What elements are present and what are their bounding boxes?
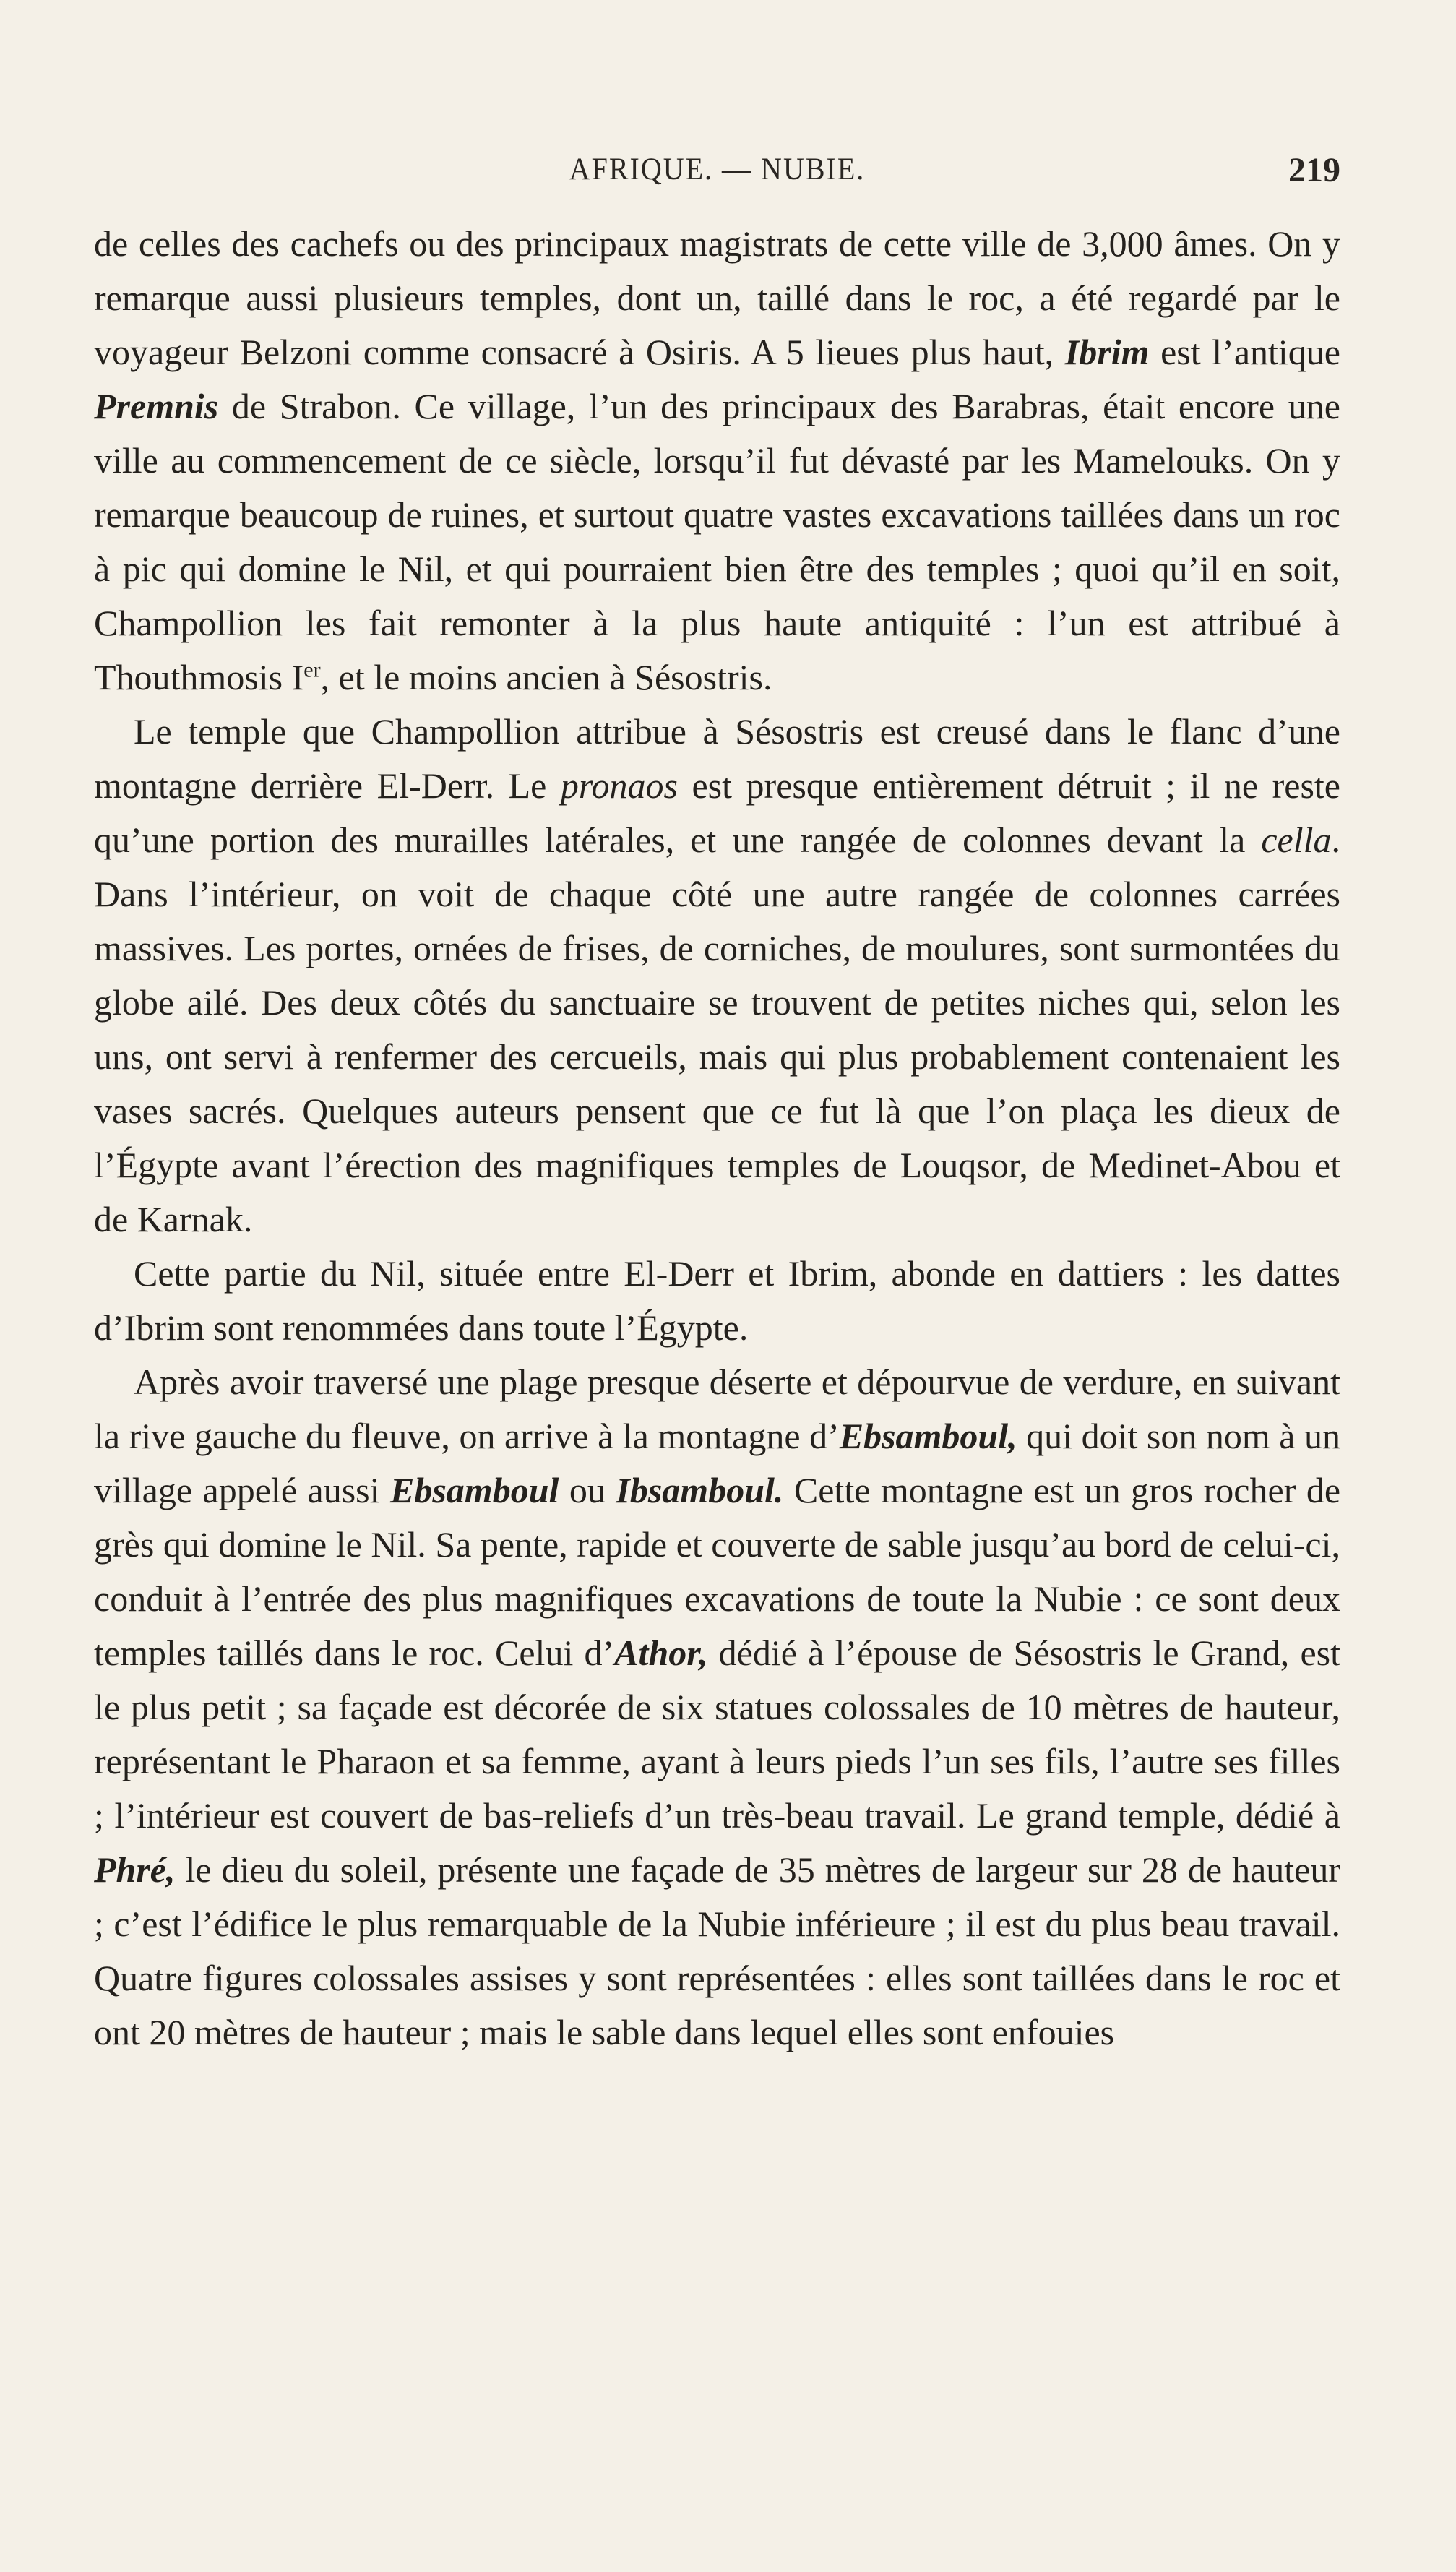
text-run: de Strabon. Ce village, l’un des principaux des Barabras, était encore une ville au commencement de ce siècle, lorsqu’il fut dévasté par les Mamelouks. On y remarque beaucoup de ruines, et surtout quatre vastes excavations taillées dans un roc à pic qui domine le Nil, et qui pourraient bien être des temples ; quoi qu’il en soit, Champollion les fait remonter à la plus haute antiquité : l’un est attribué à Thouthmosis I [94, 386, 1340, 697]
text-run: Cette partie du Nil, située entre El-Derr et Ibrim, abonde en dattiers : les dattes d’Ibrim sont renommées dans toute l’Égypte. [94, 1253, 1340, 1348]
text-run: . Dans l’intérieur, on voit de chaque côté une autre rangée de colonnes carrées massives. Les portes, ornées de frises, de corniches, de moulures, sont surmontées du globe ailé. Des deux côtés du sanctuaire se trouvent de petites niches qui, selon les uns, ont servi à renfermer des cercueils, mais qui plus probablement contenaient les vases sacrés. Quelques auteurs pensent que ce fut là que l’on plaça les dieux de l’Égypte avant l’érection des magnifiques temples de Louqsor, de Medinet-Abou et de Karnak. [94, 820, 1340, 1239]
text-run: Après avoir traversé une plage presque déserte et dépourvue de verdure, en suivant la rive gauche du fleuve, on arrive à la montagne d’ [94, 1362, 1340, 1456]
text-run: dédié à l’épouse de Sésostris le Grand, est le plus petit ; sa façade est décorée de six statues colossales de 10 mètres de hauteur, représentant le Pharaon et sa femme, ayant à leurs pieds l’un ses fils, l’autre ses filles ; l’intérieur est couvert de bas-reliefs d’un très-beau travail. Le grand temple, dédié à [94, 1633, 1340, 1836]
italic-place-name: Ibsamboul. [616, 1470, 784, 1510]
paragraph [94, 1355, 1340, 2060]
paragraph [94, 217, 1340, 705]
page-number: 219 [1288, 151, 1340, 189]
italic-place-name: Premnis [94, 386, 219, 426]
italic-term: pronaos [560, 765, 678, 806]
text-run: le dieu du soleil, présente une façade de 35 mètres de largeur sur 28 de hauteur ; c’est l’édifice le plus remarquable de la Nubie inférieure ; il est du plus beau travail. Quatre figures colossales assises y sont représentées : elles sont taillées dans le roc et ont 20 mètres de hauteur ; mais le sable dans lequel elles sont enfouies [94, 1849, 1340, 2052]
page-header [94, 152, 1340, 195]
italic-place-name: Ebsamboul [390, 1470, 559, 1510]
italic-term: cella [1261, 820, 1332, 860]
paragraph [94, 1247, 1340, 1355]
text-run: est presque entièrement détruit ; il ne reste qu’une portion des murailles latérales, et une rangée de colonnes devant la [94, 765, 1341, 860]
text-run: , et le moins ancien à Sésostris. [320, 657, 772, 697]
text-run: de celles des cachefs ou des principaux magistrats de cette ville de 3,000 âmes. On y remarque aussi plusieurs temples, dont un, taillé dans le roc, a été regardé par le voyageur Belzoni comme consacré à Osiris. A 5 lieues plus haut, [94, 223, 1340, 372]
text-run: est l’antique [1149, 332, 1340, 372]
text-run: Le temple que Champollion attribue à Sésostris est creusé dans le flanc d’une montagne derrière El-Derr. Le [94, 711, 1340, 806]
running-head: AFRIQUE. — NUBIE. [569, 151, 866, 186]
text-run: qui doit son nom à un village appelé aussi [94, 1416, 1340, 1510]
superscript: er [303, 658, 321, 682]
italic-place-name: Ibrim [1064, 332, 1150, 372]
paragraph [94, 705, 1340, 1247]
text-run: Cette montagne est un gros rocher de grès qui domine le Nil. Sa pente, rapide et couverte de sable jusqu’au bord de celui-ci, conduit à l’entrée des plus magnifiques excavations de toute la Nubie : ce sont deux temples taillés dans le roc. Celui d’ [94, 1470, 1341, 1673]
italic-place-name: Ebsamboul, [839, 1416, 1017, 1456]
body-text [94, 217, 1340, 2060]
italic-deity-name: Phré, [94, 1849, 176, 1890]
text-run: ou [559, 1470, 616, 1510]
italic-deity-name: Athor, [614, 1633, 708, 1673]
